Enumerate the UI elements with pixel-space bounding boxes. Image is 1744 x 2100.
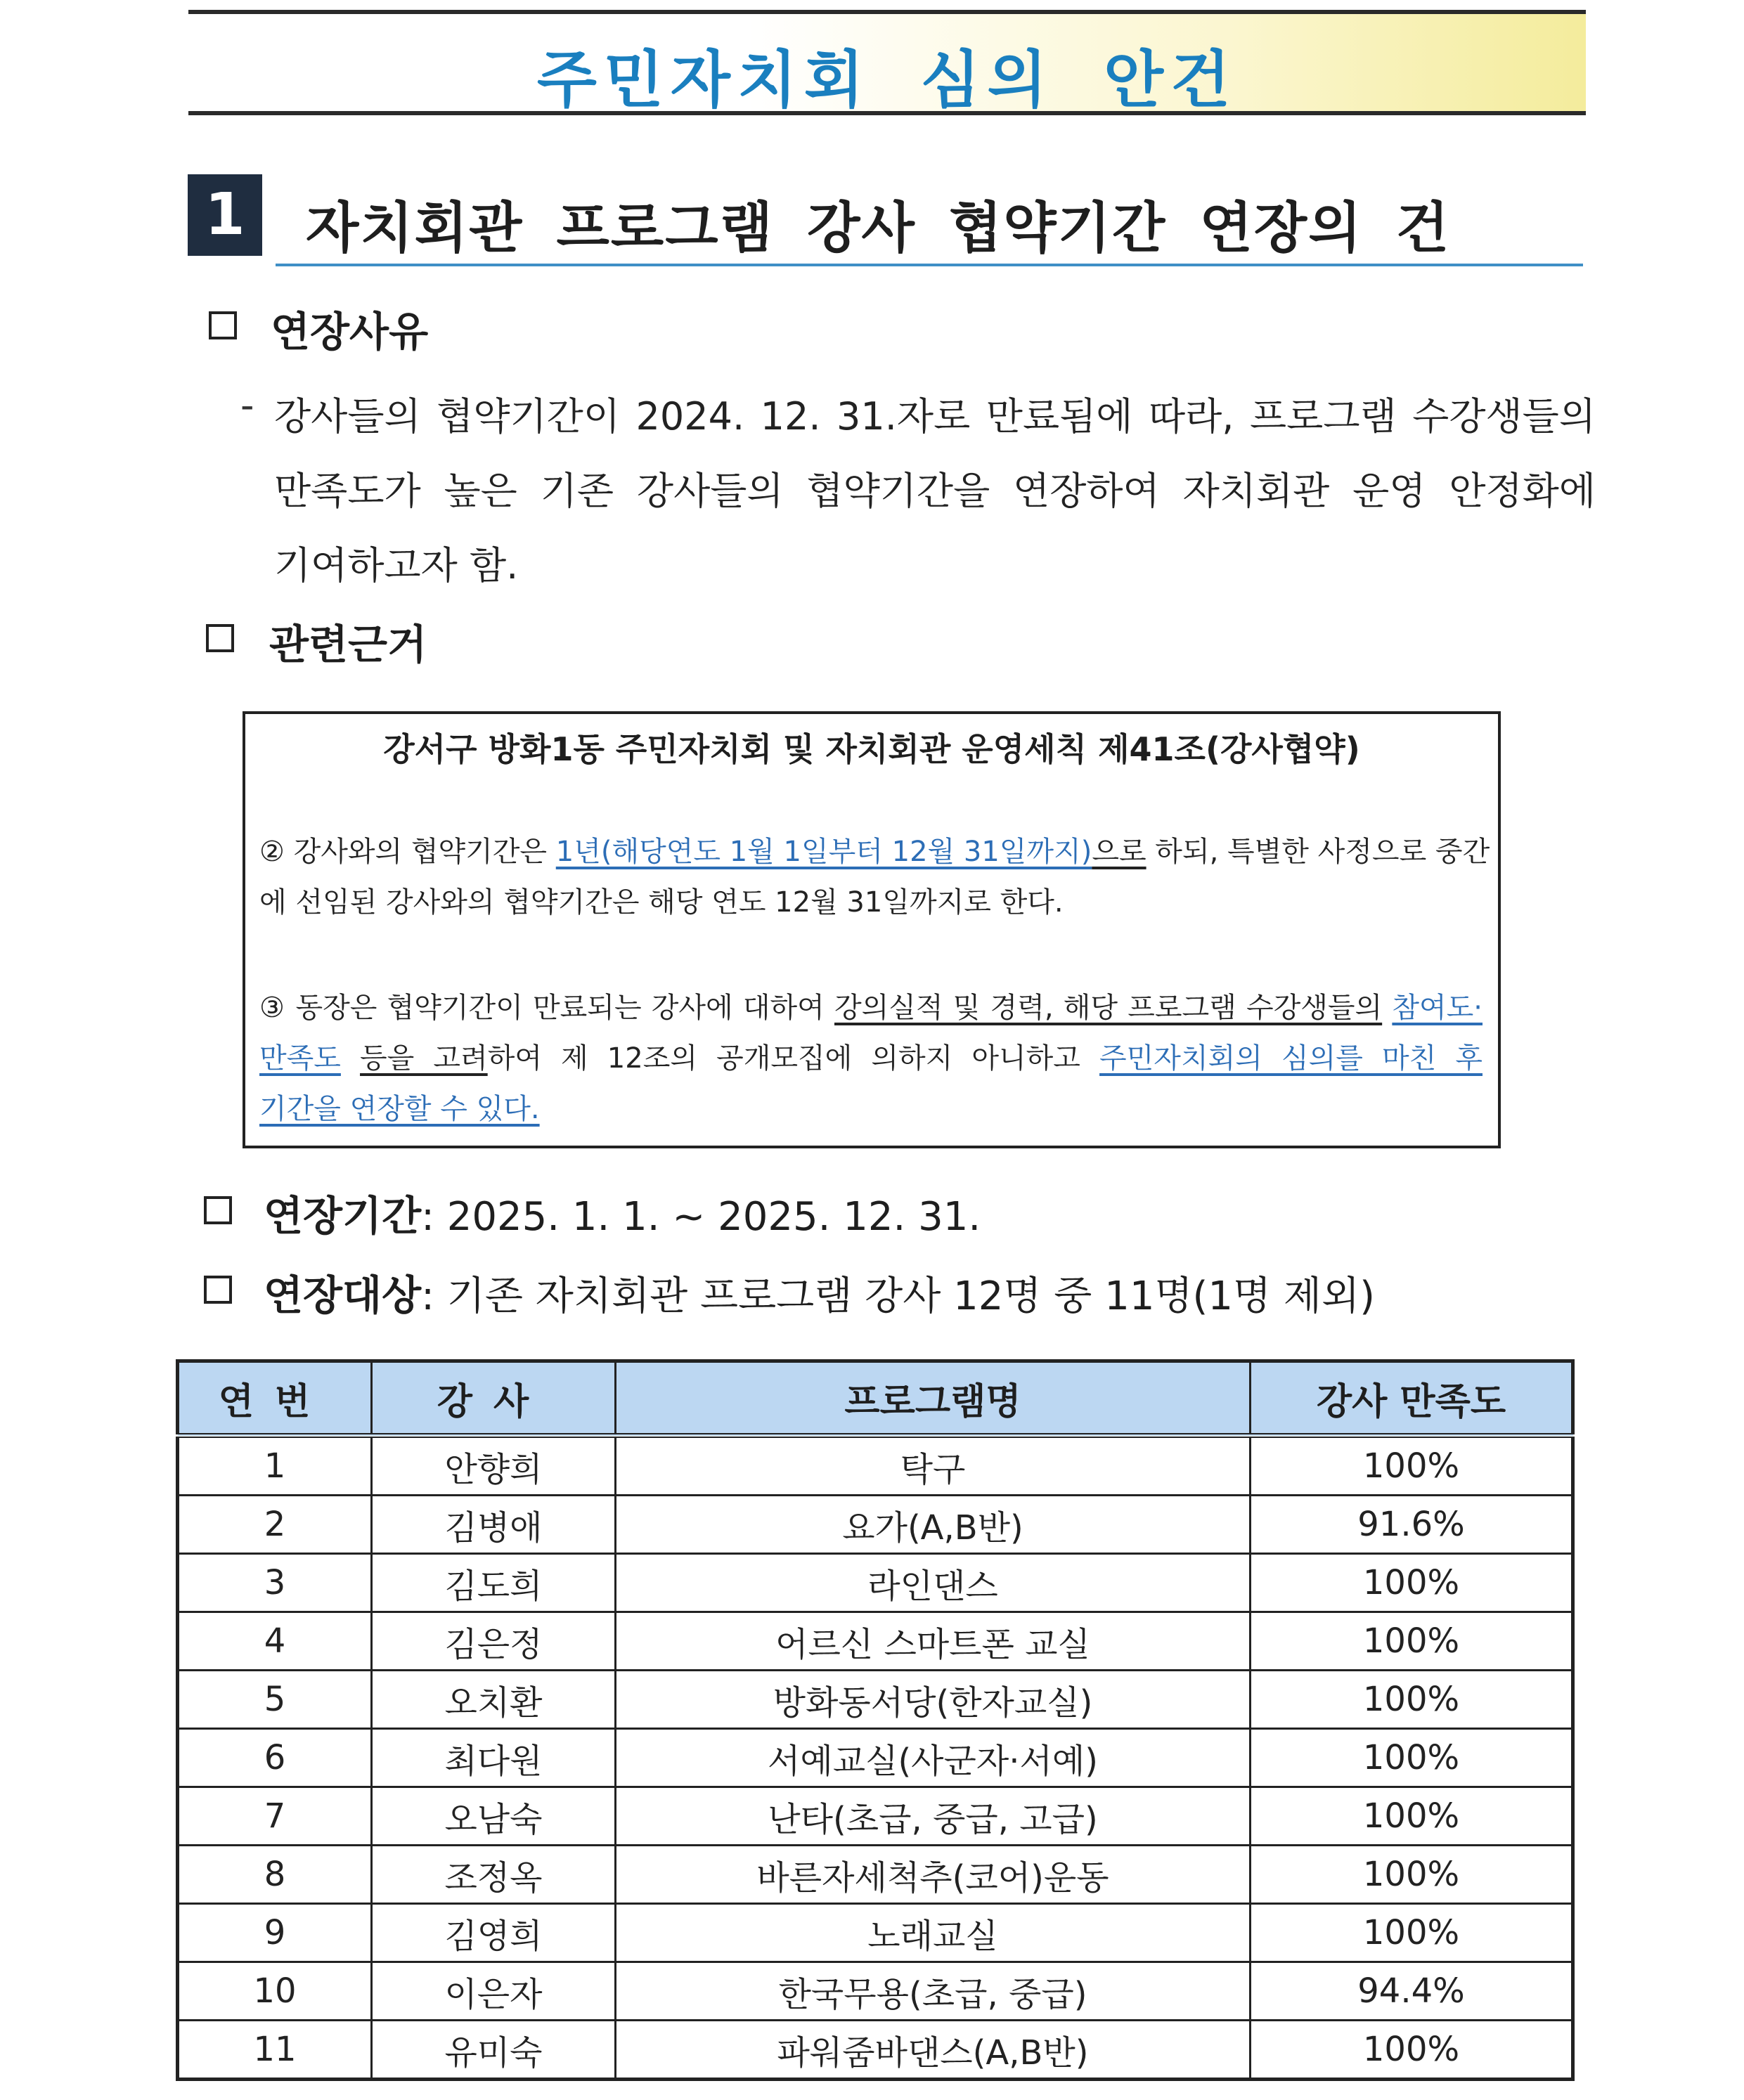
cell-program: 노래교실 bbox=[616, 1904, 1251, 1962]
cell-instructor: 오남숙 bbox=[372, 1787, 616, 1846]
header-instructor: 강사 bbox=[372, 1361, 616, 1436]
table-header-row bbox=[178, 1361, 1573, 1436]
cell-program: 탁구 bbox=[616, 1436, 1251, 1496]
cell-program: 방화동서당(한자교실) bbox=[616, 1671, 1251, 1729]
cell-no: 2 bbox=[178, 1496, 372, 1554]
regulation-line: 기간을 연장할 수 있다. bbox=[259, 1093, 540, 1125]
cell-satisfaction: 100% bbox=[1251, 1787, 1573, 1846]
section-title: 자치회관 프로그램 강사 협약기간 연장의 건 bbox=[306, 197, 1451, 260]
dash-bullet: - bbox=[240, 383, 254, 427]
header-satisfaction: 강사 만족도 bbox=[1251, 1361, 1573, 1436]
cell-satisfaction: 100% bbox=[1251, 1671, 1573, 1729]
regulation-excerpt-box bbox=[243, 711, 1501, 1148]
regulation-line: 에 선임된 강사와의 협약기간은 해당 연도 12월 31일까지로 한다. bbox=[259, 886, 1064, 919]
target-heading: 연장대상 bbox=[264, 1271, 422, 1319]
header-program: 프로그램명 bbox=[616, 1361, 1251, 1436]
reason-line: 기여하고자 함. bbox=[274, 543, 519, 588]
table-row bbox=[178, 1729, 1573, 1787]
cell-instructor: 최다원 bbox=[372, 1729, 616, 1787]
table-row bbox=[178, 1671, 1573, 1729]
table-row bbox=[178, 1904, 1573, 1962]
checkbox-bullet-icon bbox=[206, 624, 234, 652]
section-title-rule bbox=[276, 264, 1583, 266]
cell-program: 요가(A,B반) bbox=[616, 1496, 1251, 1554]
cell-satisfaction: 100% bbox=[1251, 2021, 1573, 2080]
cell-no: 11 bbox=[178, 2021, 372, 2080]
cell-program: 난타(초급, 중급, 고급) bbox=[616, 1787, 1251, 1846]
target-value: : 기존 자치회관 프로그램 강사 12명 중 11명(1명 제외) bbox=[421, 1273, 1375, 1319]
table-row bbox=[178, 1962, 1573, 2021]
regulation-line: ② 강사와의 협약기간은 1년(해당연도 1월 1일부터 12월 31일까지)으로 하되, 특별한 사정으로 중간 bbox=[259, 836, 1490, 868]
reason-paragraph bbox=[274, 380, 1596, 603]
cell-program: 한국무용(초급, 중급) bbox=[616, 1962, 1251, 2021]
cell-instructor: 김은정 bbox=[372, 1612, 616, 1671]
section-number-badge: 1 bbox=[188, 174, 262, 256]
cell-instructor: 김영희 bbox=[372, 1904, 616, 1962]
period-heading: 연장기간 bbox=[264, 1192, 422, 1240]
cell-instructor: 이은자 bbox=[372, 1962, 616, 2021]
basis-heading: 관련근거 bbox=[269, 621, 427, 668]
table-row bbox=[178, 1496, 1573, 1554]
document-title: 주민자치회 심의 안건 bbox=[536, 44, 1238, 116]
cell-no: 4 bbox=[178, 1612, 372, 1671]
cell-satisfaction: 91.6% bbox=[1251, 1496, 1573, 1554]
regulation-clause-3 bbox=[259, 983, 1483, 1134]
period-line bbox=[264, 1183, 981, 1242]
cell-satisfaction: 94.4% bbox=[1251, 1962, 1573, 2021]
reason-line: 만족도가 높은 기존 강사들의 협약기간을 연장하여 자치회관 운영 안정화에 bbox=[274, 469, 1596, 513]
cell-program: 라인댄스 bbox=[616, 1554, 1251, 1612]
cell-program: 파워줌바댄스(A,B반) bbox=[616, 2021, 1251, 2080]
table-row bbox=[178, 1787, 1573, 1846]
cell-no: 7 bbox=[178, 1787, 372, 1846]
period-value: : 2025. 1. 1. ~ 2025. 12. 31. bbox=[421, 1194, 981, 1240]
cell-no: 1 bbox=[178, 1436, 372, 1496]
cell-satisfaction: 100% bbox=[1251, 1846, 1573, 1904]
cell-no: 6 bbox=[178, 1729, 372, 1787]
checkbox-bullet-icon bbox=[204, 1276, 232, 1304]
table-row bbox=[178, 1436, 1573, 1496]
table-row bbox=[178, 1554, 1573, 1612]
cell-instructor: 조정옥 bbox=[372, 1846, 616, 1904]
cell-no: 8 bbox=[178, 1846, 372, 1904]
regulation-title: 강서구 방화1동 주민자치회 및 자치회관 운영세칙 제41조(강사협약) bbox=[383, 730, 1360, 768]
header-no: 연번 bbox=[178, 1361, 372, 1436]
checkbox-bullet-icon bbox=[209, 311, 237, 339]
table-row bbox=[178, 1846, 1573, 1904]
reason-line: 강사들의 협약기간이 2024. 12. 31.자로 만료됨에 따라, 프로그램 수강생들의 bbox=[274, 394, 1596, 439]
cell-instructor: 안향희 bbox=[372, 1436, 616, 1496]
regulation-line: ③ 동장은 협약기간이 만료되는 강사에 대하여 강의실적 및 경력, 해당 프로그램 수강생들의 참여도· bbox=[259, 992, 1483, 1024]
cell-no: 9 bbox=[178, 1904, 372, 1962]
cell-no: 5 bbox=[178, 1671, 372, 1729]
title-banner bbox=[188, 10, 1586, 115]
cell-program: 어르신 스마트폰 교실 bbox=[616, 1612, 1251, 1671]
target-line bbox=[264, 1262, 1375, 1321]
cell-satisfaction: 100% bbox=[1251, 1729, 1573, 1787]
cell-instructor: 김병애 bbox=[372, 1496, 616, 1554]
instructor-table bbox=[176, 1359, 1575, 2081]
table-row bbox=[178, 1612, 1573, 1671]
reason-heading: 연장사유 bbox=[271, 308, 429, 356]
cell-satisfaction: 100% bbox=[1251, 1554, 1573, 1612]
cell-satisfaction: 100% bbox=[1251, 1904, 1573, 1962]
regulation-clause-2 bbox=[259, 827, 1490, 928]
table-row bbox=[178, 2021, 1573, 2080]
cell-satisfaction: 100% bbox=[1251, 1436, 1573, 1496]
cell-no: 3 bbox=[178, 1554, 372, 1612]
cell-instructor: 유미숙 bbox=[372, 2021, 616, 2080]
cell-program: 서예교실(사군자·서예) bbox=[616, 1729, 1251, 1787]
cell-satisfaction: 100% bbox=[1251, 1612, 1573, 1671]
cell-instructor: 김도희 bbox=[372, 1554, 616, 1612]
regulation-line: 만족도 등을 고려하여 제 12조의 공개모집에 의하지 아니하고 주민자치회의 심의를 마친 후 bbox=[259, 1042, 1483, 1075]
cell-no: 10 bbox=[178, 1962, 372, 2021]
table-body bbox=[178, 1436, 1573, 2080]
cell-instructor: 오치환 bbox=[372, 1671, 616, 1729]
checkbox-bullet-icon bbox=[204, 1196, 232, 1224]
cell-program: 바른자세척추(코어)운동 bbox=[616, 1846, 1251, 1904]
